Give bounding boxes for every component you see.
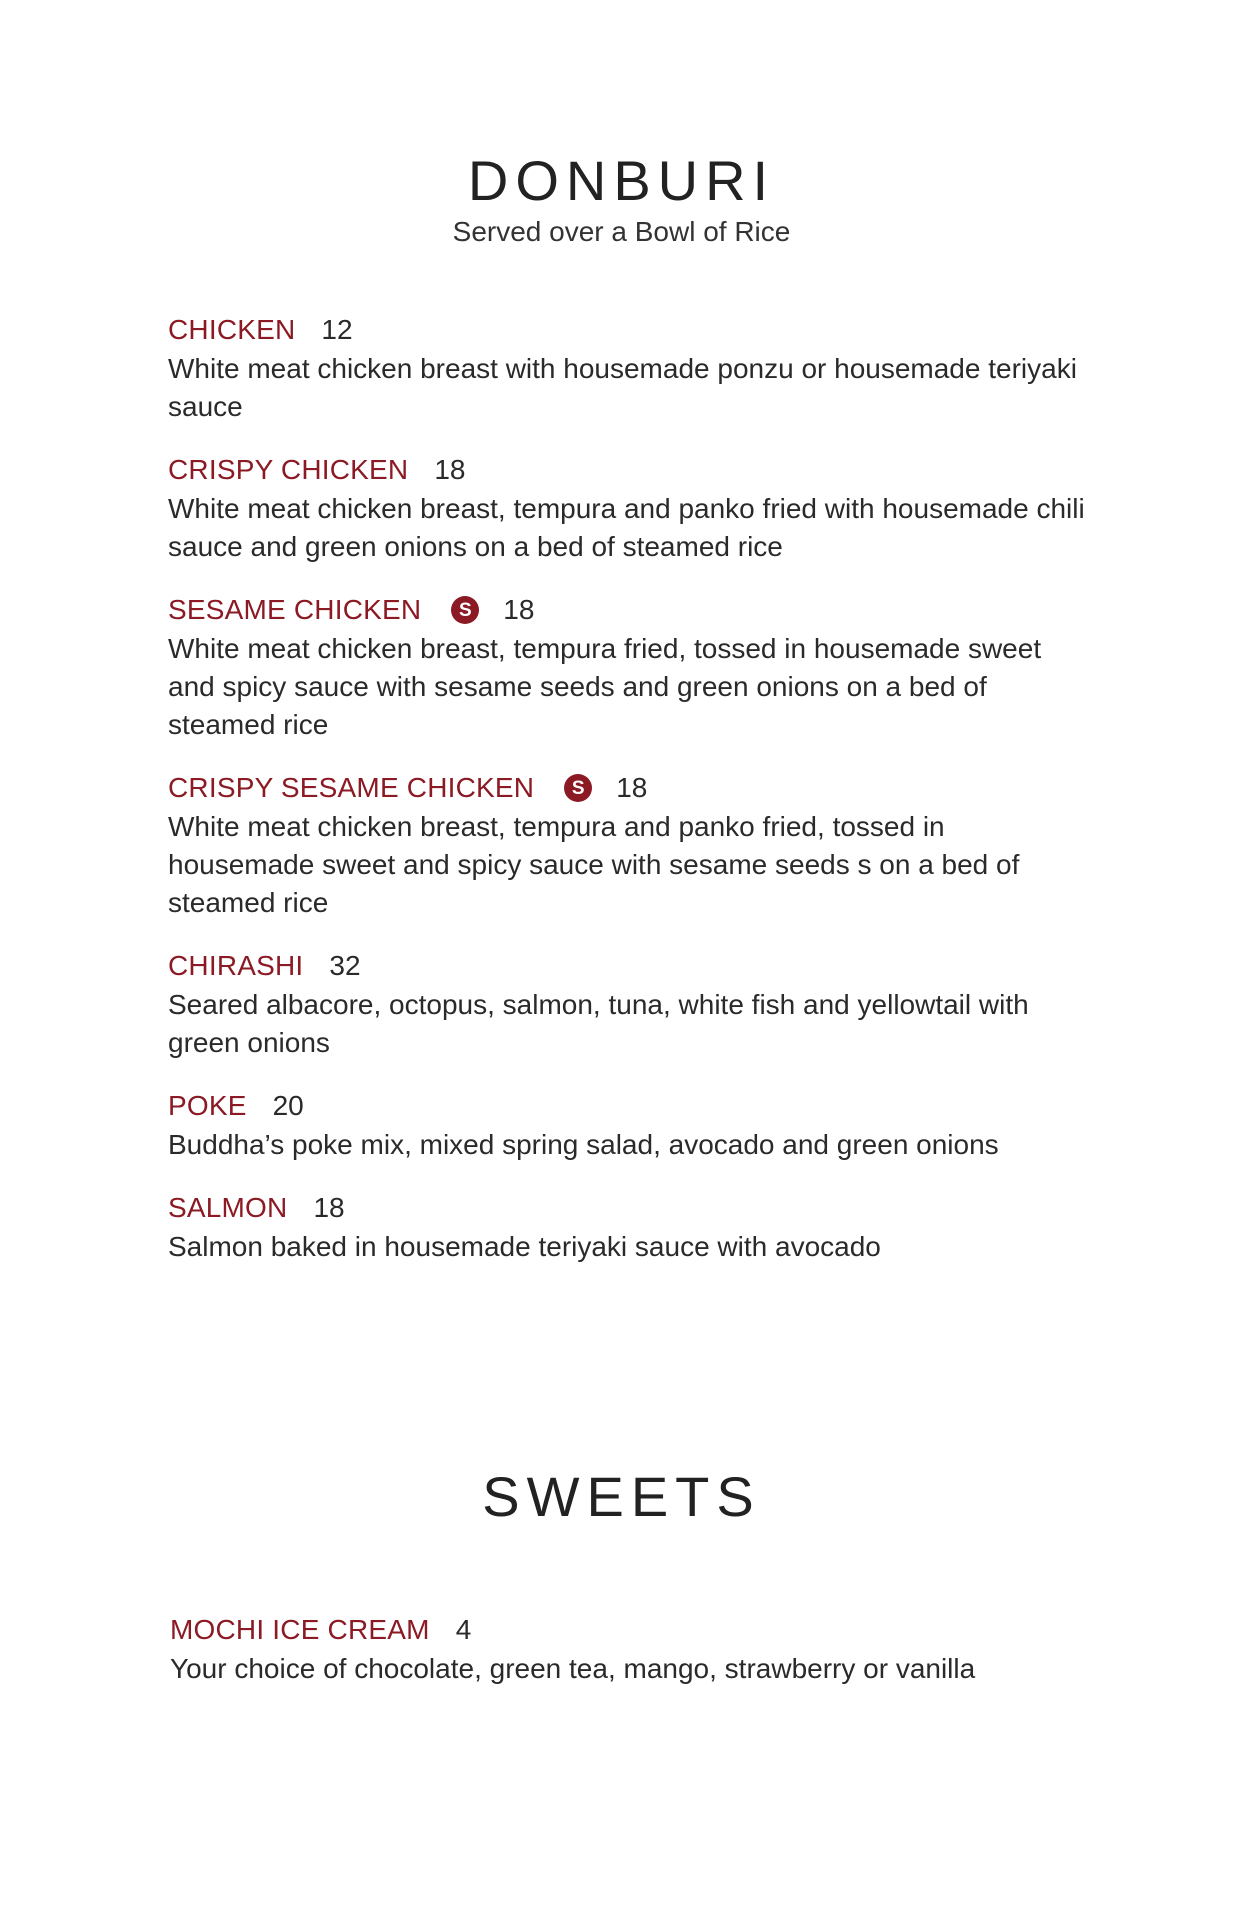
item-price: 18 — [434, 454, 466, 485]
menu-item-chicken — [168, 312, 1088, 426]
item-description: Your choice of chocolate, green tea, mango, strawberry or vanilla — [170, 1653, 976, 1684]
sweets-items — [170, 1612, 1090, 1688]
sweets-title: SWEETS — [482, 1465, 761, 1528]
item-price: 4 — [455, 1614, 472, 1645]
donburi-items — [168, 312, 1088, 1266]
item-description: White meat chicken breast, tempura fried, tossed in housemade sweet and spicy sauce with sesame seeds and green onions on a bed of steamed rice — [168, 633, 1042, 740]
item-name: CHIRASHI — [168, 950, 304, 981]
spicy-badge-icon: S — [564, 774, 592, 802]
item-name: POKE — [168, 1090, 247, 1121]
item-price: 20 — [272, 1090, 304, 1121]
item-description: White meat chicken breast, tempura and panko fried with housemade chili sauce and green onions on a bed of steamed rice — [168, 493, 1085, 562]
item-description: Buddha’s poke mix, mixed spring salad, avocado and green onions — [168, 1129, 999, 1160]
spicy-badge-icon: S — [451, 596, 479, 624]
item-name: CHICKEN — [168, 314, 296, 345]
item-price: 18 — [313, 1192, 345, 1223]
menu-item-sesame-chicken — [168, 592, 1088, 744]
item-price: 32 — [329, 950, 361, 981]
item-name: SESAME CHICKEN — [168, 594, 422, 625]
item-name: CRISPY CHICKEN — [168, 454, 409, 485]
item-description: Seared albacore, octopus, salmon, tuna, white fish and yellowtail with green onions — [168, 989, 1029, 1058]
item-name: CRISPY SESAME CHICKEN — [168, 772, 535, 803]
donburi-title: DONBURI — [467, 149, 776, 212]
item-price: 18 — [616, 772, 648, 803]
menu-item-chirashi — [168, 948, 1088, 1062]
item-price: 12 — [321, 314, 353, 345]
item-description: Salmon baked in housemade teriyaki sauce with avocado — [168, 1231, 881, 1262]
item-description: White meat chicken breast with housemade ponzu or housemade teriyaki sauce — [168, 353, 1077, 422]
menu-item-crispy-chicken — [168, 452, 1088, 566]
item-description: White meat chicken breast, tempura and panko fried, tossed in housemade sweet and spicy sauce with sesame seeds s on a bed of steamed rice — [168, 811, 1020, 918]
menu-item-poke — [168, 1088, 1088, 1164]
item-name: MOCHI ICE CREAM — [170, 1614, 430, 1645]
item-price: 18 — [503, 594, 535, 625]
menu-item-crispy-sesame-chicken — [168, 770, 1088, 922]
donburi-subtitle: Served over a Bowl of Rice — [452, 216, 791, 247]
menu-item-mochi-ice-cream — [170, 1612, 1090, 1688]
menu-item-salmon — [168, 1190, 1088, 1266]
item-name: SALMON — [168, 1192, 288, 1223]
